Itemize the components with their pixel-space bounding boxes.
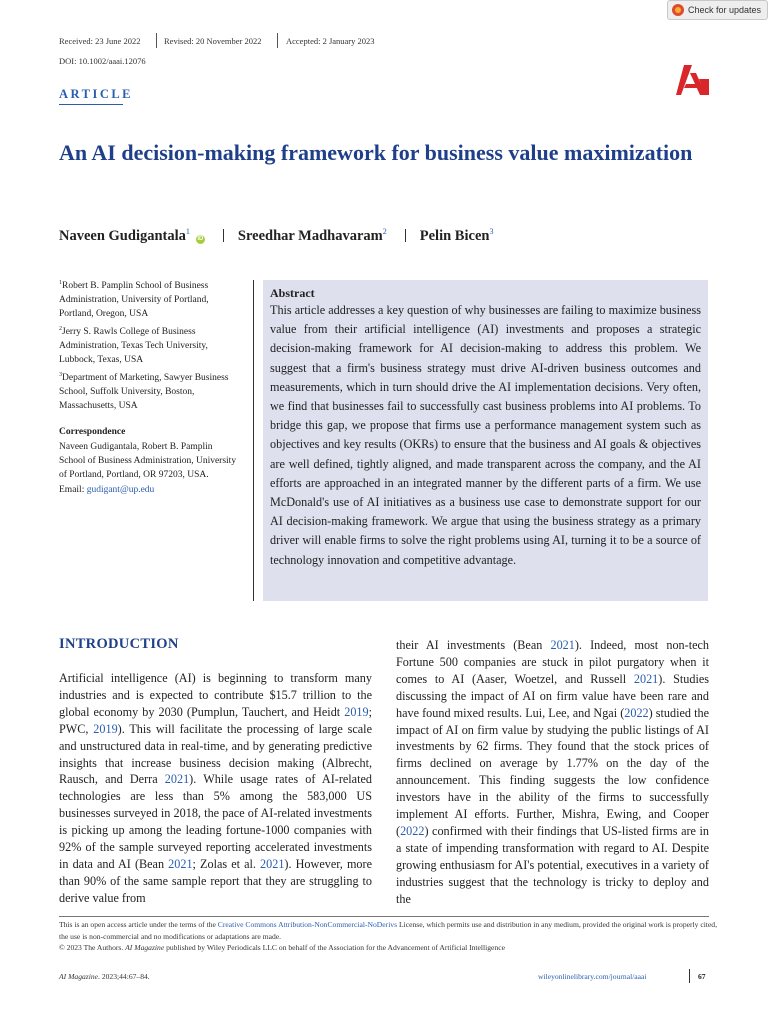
affiliation: $^1$Robert B. Pamplin School of Business Administration, University of Portland, Portland, Oregon, USA — [59, 280, 209, 320]
abstract-heading: Abstract — [270, 286, 315, 300]
correspondence-address: Naveen Gudigantala, Robert B. Pamplin School of Business Administration, University of Portland, Portland, OR 97203, USA. — [59, 442, 237, 481]
copyright-text: © 2023 The Authors. AI Magazine published by Wiley Periodicals LLC on behalf of the Association for the Advancement of Artificial Intelligence — [59, 943, 505, 952]
meta-divider — [277, 33, 278, 48]
check-for-updates-button[interactable] — [667, 0, 768, 20]
body-column-right: their AI investments (Bean 2021). Indeed, most non-tech Fortune 500 companies are stuck in pilot purgatory when it comes to AI (Aaser, Woetzel, and Russell 2021). Studies discussing the impact of AI on firm value have been rare and have found mixed results. Lui, Lee, and Ngai (2022) studied the impact of AI on firm value by studying the public listings of AI investments by 62 firms. They found that the stock prices of firms declined on average by 1.77% on the day of the announcement. This finding suggests the low confidence investors have in the ability of the firms to successfully implement AI efforts. Further, Mishra, Ewing, and Cooper (2022) confirmed with their findings that US-listed firms are in a state of impending transformation with regard to AI. Despite growing enthusiasm for AI's potential, executives in a variety of industries suggest that the technology is tricky to deploy and the — [396, 638, 709, 906]
accepted-date: Accepted: 2 January 2023 — [286, 36, 375, 46]
license-footnote — [59, 919, 719, 954]
author-divider — [405, 229, 406, 242]
abstract-text: This article addresses a key question of why businesses are failing to maximize business value from their artificial intelligence (AI) investments and proposes a strategic decision-making framework for AI decision-making to address this problem. We suggest that a firm's business strategy must drive AI-driven business outcomes and measurements, which in turn should drive the AI implementation decisions. Very often, we find that businesses fail to successfully cast business problems into AI problems. To bridge this gap, we propose that firms use a performance management system such as objectives and key results (OKRs) to ensure that the business and AI goals & objectives are well defined, tightly aligned, and made transparent across the company, and the AI efforts are approached in an integrated manner by the different parts of a firm. We use McDonald's use of AI initiatives as a business use case to demonstrate support for our AI decision-making framework. We argue that using the business strategy as a primary driver will enable firms to solve the right problems using AI, turning it to be a source of technology innovation and competitive advantage. — [270, 303, 701, 567]
meta-divider — [156, 33, 157, 48]
email-link[interactable]: gudigant@up.edu — [86, 485, 155, 496]
correspondence-heading: Correspondence — [59, 427, 126, 438]
affiliation: $^2$Jerry S. Rawls College of Business Administration, Texas Tech University, Lubbock, Texas, USA — [59, 326, 208, 366]
author-name[interactable]: Sreedhar Madhavaram$^2$ — [237, 227, 387, 244]
affiliation-divider — [253, 280, 254, 601]
citation-link[interactable]: 2019 — [344, 704, 369, 719]
article-type-label: ARTICLE — [59, 87, 134, 101]
received-date: Received: 23 June 2022 — [59, 36, 141, 46]
page-number: 67 — [698, 972, 706, 981]
citation-link[interactable]: 2022 — [624, 705, 649, 720]
citation-link[interactable]: 2021 — [550, 638, 575, 652]
author-name[interactable]: Naveen Gudigantala$^1$ — [59, 227, 190, 244]
body-column-left: Artificial intelligence (AI) is beginning to transform many industries and is expected to contribute $15.7 trillion to the global economy by 2030 (Pumplun, Tauchert, and Heidt 2019; PWC, 2019). This will facilitate the processing of large scale and unstructured data in real-time, and by generating predictive insights that increase business decision making (Albrecht, Rausch, and Derra 2021). While usage rates of AI-related technologies are less than 5% among the 583,000 US businesses surveyed in 2018, the pace of AI-related investments is picking up among the leading fortune-1000 companies with 92% of the sample surveyed reporting accelerated investments in data and AI (Bean 2021; Zolas et al. 2021). However, more than 90% of the same sample report that they are struggling to derive value from — [59, 671, 372, 905]
crossmark-icon — [672, 4, 684, 16]
article-title: An AI decision-making framework for business value maximization — [59, 140, 693, 165]
journal-citation: AI Magazine. 2023;44:67–84. — [59, 972, 150, 981]
correspondence-email-line: Email: gudigant@up.edu — [59, 485, 155, 496]
abstract-box — [263, 280, 708, 601]
aaai-logo-icon — [676, 65, 709, 95]
author-list — [59, 227, 493, 245]
footnote-divider — [59, 916, 709, 917]
license-text: This is an open access article under the terms of the Creative Commons Attribution-NonCommercial-NoDerivs License, which permits use and distribution in any medium, provided the original work is properly cited, the use is non-commercial and no modifications or adaptations are made. — [59, 920, 717, 941]
author-name[interactable]: Pelin Bicen$^3$ — [419, 227, 494, 244]
orcid-icon[interactable]: iD — [197, 235, 204, 242]
citation-link[interactable]: 2021 — [164, 772, 190, 787]
citation-link[interactable]: 2021 — [168, 856, 193, 871]
section-heading-introduction: INTRODUCTION — [59, 636, 179, 652]
citation-link[interactable]: 2021 — [633, 671, 659, 686]
citation-link[interactable]: 2019 — [93, 721, 118, 736]
license-link[interactable]: Creative Commons Attribution-NonCommercial-NoDerivs — [217, 920, 398, 929]
journal-website-link[interactable]: wileyonlinelibrary.com/journal/aaai — [538, 972, 647, 981]
affiliation: $^3$Department of Marketing, Sawyer Business School, Suffolk University, Boston, Massachusetts, USA — [59, 372, 229, 412]
affiliations — [59, 276, 241, 498]
citation-link[interactable]: 2021 — [260, 856, 285, 871]
revised-date: Revised: 20 November 2022 — [164, 36, 262, 46]
author-divider — [223, 229, 224, 242]
citation-link[interactable]: 2022 — [400, 823, 425, 838]
article-label-underline — [59, 104, 123, 105]
check-for-updates-label: Check for updates — [688, 5, 762, 15]
page-number-divider — [689, 969, 690, 983]
doi: DOI: 10.1002/aaai.12076 — [59, 56, 146, 66]
